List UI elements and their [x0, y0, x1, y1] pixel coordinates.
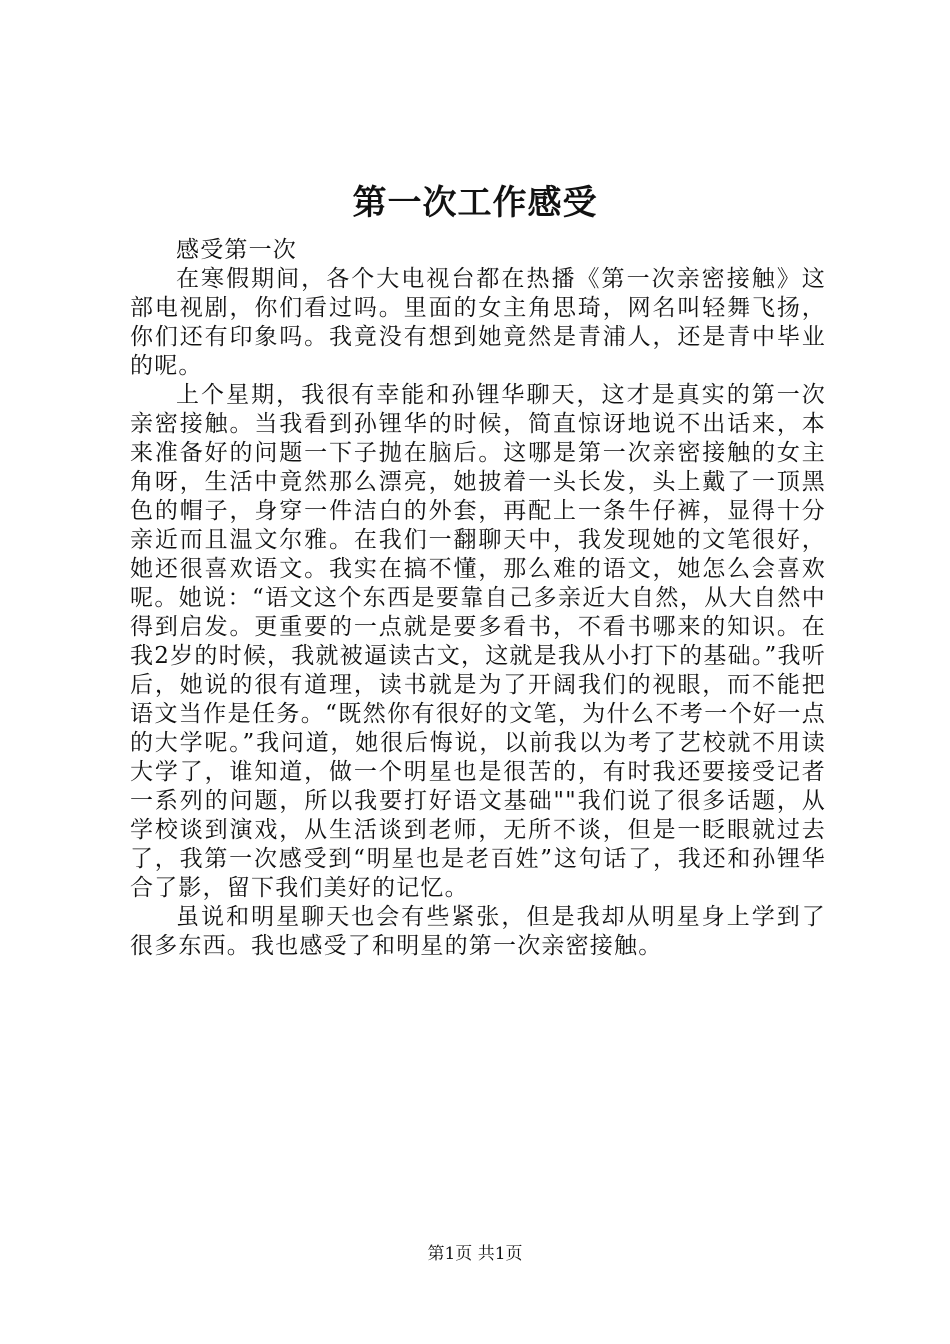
- paragraph-subtitle: 感受第一次: [176, 237, 297, 263]
- paragraph-3: 虽说和明星聊天也会有些紧张，但是我却从明星身上学到了很多东西。我也感受了和明星的第一次亲密接触。: [130, 904, 826, 959]
- document-title: 第一次工作感受: [352, 183, 598, 223]
- document-body: [130, 236, 826, 961]
- page-number-footer: 第1页 共1页: [427, 1244, 523, 1264]
- paragraph-2: 上个星期，我很有幸能和孙锂华聊天，这才是真实的第一次亲密接触。当我看到孙锂华的时候，简直惊讶地说不出话来，本来准备好的问题一下子抛在脑后。这哪是第一次亲密接触的女主角呀，生活中竟然那么漂亮，她披着一头长发，头上戴了一顶黑色的帽子，身穿一件洁白的外套，再配上一条牛仔裤，显得十分亲近而且温文尔雅。在我们一翻聊天中，我发现她的文笔很好，她还很喜欢语文。我实在搞不懂，那么难的语文，她怎么会喜欢呢。她说：“语文这个东西是要靠自己多亲近大自然，从大自然中得到启发。更重要的一点就是要多看书，不看书哪来的知识。在我2岁的时候，我就被逼读古文，这就是我从小打下的基础。”我听后，她说的很有道理，读书就是为了开阔我们的视眼，而不能把语文当作是任务。“既然你有很好的文笔，为什么不考一个好一点的大学呢。”我问道，她很后悔说，以前我以为考了艺校就不用读大学了，谁知道，做一个明星也是很苦的，有时我还要接受记者一系列的问题，所以我要打好语文基础""我们说了很多话题，从学校谈到演戏，从生活谈到老师，无所不谈，但是一眨眼就过去了，我第一次感受到“明星也是老百姓”这句话了，我还和孙锂华合了影，留下我们美好的记忆。: [130, 382, 826, 901]
- paragraph-1: 在寒假期间，各个大电视台都在热播《第一次亲密接触》这部电视剧，你们看过吗。里面的女主角思琦，网名叫轻舞飞扬，你们还有印象吗。我竟没有想到她竟然是青浦人，还是青中毕业的呢。: [130, 266, 826, 379]
